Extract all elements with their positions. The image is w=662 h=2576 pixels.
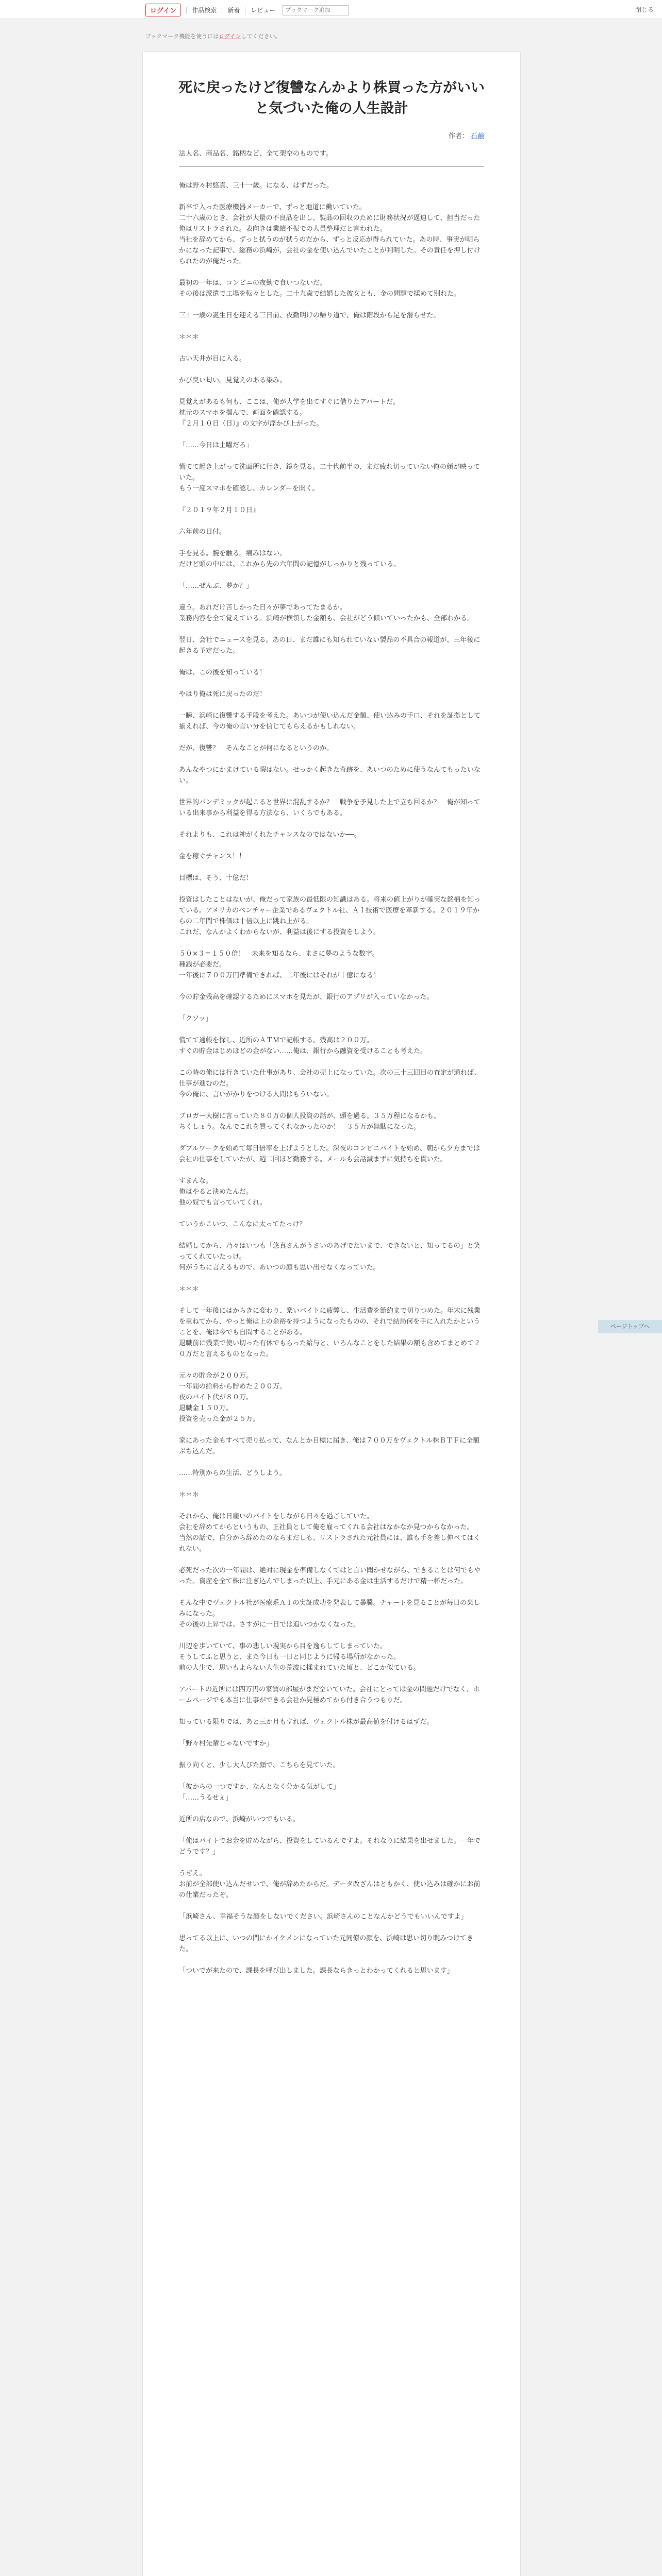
article-paragraph bbox=[179, 343, 484, 353]
nav-link-new[interactable]: 新着 bbox=[222, 7, 245, 14]
article-paragraph: 他の奴でも言っていてくれ。 bbox=[179, 1199, 267, 1207]
article-paragraph bbox=[179, 1857, 484, 1868]
preface-divider bbox=[179, 166, 484, 167]
article-title: 死に戻ったけど復讐なんかより株買った方がいいと気づいた俺の人生設計 bbox=[178, 80, 485, 116]
article-paragraph: 振り向くと、少し大人びた顔で、こちらを見ていた。 bbox=[179, 1761, 340, 1769]
article-paragraph: 退職前に残業で使い切った有休でもらった給与と、いろんなことをした結果の額も含めてまとめて２０万だと言えるものとなった。 bbox=[179, 1340, 481, 1358]
nav-link-search[interactable]: 作品検索 bbox=[186, 7, 222, 14]
article-paragraph: 退職金１５０万。 bbox=[179, 1404, 233, 1412]
article-paragraph: その後は派遣で工場を転々とした。二十九歳で結婚した彼女とも、金の問題で揉めて別れた。 bbox=[179, 290, 461, 298]
article-paragraph: 最初の一年は、コンビニの夜勤で食いつないだ。 bbox=[179, 279, 327, 287]
article-paragraph: 新卒で入った医療機器メーカーで、ずっと地道に働いていた。 bbox=[179, 204, 366, 211]
article-paragraph: 目標は、そう、十億だ！ bbox=[179, 874, 253, 882]
article-paragraph bbox=[179, 516, 484, 527]
article-paragraph bbox=[179, 840, 484, 851]
article-paragraph: すまんな。 bbox=[179, 1177, 213, 1185]
author-row bbox=[179, 130, 484, 143]
article-paragraph: 今の貯金残高を確認するためにスマホを見たが、銀行のアプリが入っていなかった。 bbox=[179, 993, 434, 1001]
article-paragraph: 当然の話で、自分から辞めたのならまだしも、リストラされた元社員には、誰も手を差し伸べてはくれない。 bbox=[179, 1534, 481, 1553]
article-paragraph: 違う。あれだけ苦しかった日々が夢であってたまるか。 bbox=[179, 604, 346, 612]
login-button[interactable]: ログイン bbox=[145, 4, 181, 16]
article-paragraph: 「……うるせぇ」 bbox=[179, 1794, 233, 1802]
article-paragraph: ちくしょう。なんでこれを買ってくれなかったのか！ ３５万が無駄になった。 bbox=[179, 1123, 421, 1131]
article-paragraph bbox=[179, 1673, 484, 1684]
article-preface: 法人名、商品名、銘柄など、全て架空のものです。 bbox=[179, 150, 333, 158]
article-paragraph bbox=[179, 786, 484, 797]
notice-login-link[interactable]: ログイン bbox=[219, 33, 241, 40]
article-paragraph: 慌てて起き上がって洗面所に行き、鏡を見る。二十代前半の、まだ疲れ切っていない俺の顔が映っていた。 bbox=[179, 463, 480, 482]
article-paragraph bbox=[179, 624, 484, 635]
article-paragraph bbox=[179, 1500, 484, 1511]
article-paragraph: やはり俺は死に戻ったのだ！ bbox=[179, 690, 267, 698]
article-paragraph: 「クソッ」 bbox=[179, 1015, 212, 1023]
article-paragraph bbox=[179, 1803, 484, 1814]
article-paragraph: 投資を売った金が２５万。 bbox=[179, 1415, 260, 1423]
article-paragraph bbox=[179, 1922, 484, 1933]
article-paragraph bbox=[179, 321, 484, 332]
article-paragraph: 思ってる以上に、いつの間にかイケメンになっていた元同僚の顔を、浜崎は思い切り睨みつけてきた。 bbox=[179, 1935, 473, 1953]
top-navigation-bar bbox=[0, 0, 662, 19]
article-paragraph bbox=[179, 1295, 484, 1306]
article-paragraph bbox=[179, 537, 484, 548]
article-paragraph: 当社を辞めてから、ずっと拭うのが拭うのだから、ずっと反応が得られていた。あの時、事実が明らかになった記事で、総務の浜崎が、会社の金を使い込んでいたことが判明した。その責任を押し付けられたのが俺だった。 bbox=[179, 236, 481, 265]
close-link[interactable]: 閉じる bbox=[635, 6, 654, 13]
article-paragraph: それから、俺は日雇いのバイトをしながら日々を過ごしていた。 bbox=[179, 1513, 374, 1520]
article-paragraph: これだ、なんかよくわからないが、利益は後にする投資をしよう。 bbox=[179, 928, 380, 936]
login-notice bbox=[145, 32, 281, 40]
article-paragraph bbox=[179, 819, 484, 829]
article-paragraph: だが、復讐？ そんなことが何になるというのか。 bbox=[179, 744, 334, 752]
article-paragraph: 業務内容を全て覚えている。浜崎が横領した金額も、会社がどう傾いていったかも、全部わかる。 bbox=[179, 615, 474, 622]
article-paragraph bbox=[179, 1479, 484, 1489]
article-paragraph bbox=[179, 494, 484, 505]
article-paragraph bbox=[179, 678, 484, 689]
article-paragraph: かび臭い匂い。見覚えのある染み。 bbox=[179, 377, 287, 384]
article-paragraph: 元々の貯金が２００万。 bbox=[179, 1372, 253, 1380]
article-paragraph: もう一度スマホを確認し、カレンダーを開く。 bbox=[179, 485, 319, 493]
author-label: 作者： bbox=[448, 132, 469, 140]
article-paragraph bbox=[179, 754, 484, 765]
article-paragraph: ていうかこいつ、こんなに太ってたっけ？ bbox=[179, 1221, 306, 1228]
article-paragraph: 「……ぜんぶ、夢か？」 bbox=[179, 582, 253, 590]
article-paragraph: 「野々村先輩じゃないですか」 bbox=[179, 1740, 273, 1748]
article-paragraph: 一瞬、浜崎に復讐する手段を考えた。あいつが使い込んだ金額、使い込みの手口、それを証拠として揃えれば、今の俺の言い分を信じてもらえるかもしれない。 bbox=[179, 712, 481, 731]
article-paragraph bbox=[179, 1727, 484, 1738]
article-paragraph: 俺は、この後を知っている！ bbox=[179, 669, 267, 676]
article-paragraph: そして一年後にはからきに変わり、楽いバイトに疲弊し、生活費を節約まで切りつめた。年末に残業を重ねてから、やっと俺は上の余裕を持つようになったものの、それで結局何を手に入れたかということを、俺は今でも自問することがある。 bbox=[179, 1307, 481, 1336]
article-paragraph: そうしてふと思うと、また今日も一日と同じように帰る場所がなかった。 bbox=[179, 1653, 401, 1661]
article-paragraph bbox=[179, 938, 484, 948]
article-paragraph bbox=[179, 656, 484, 667]
article-paragraph bbox=[179, 570, 484, 581]
article-paragraph: 古い天井が目に入る。 bbox=[179, 355, 246, 363]
article-paragraph: 慌てて通帳を探し、近所のＡＴＭで記帳する。残高は２００万。 bbox=[179, 1037, 374, 1044]
article-paragraph bbox=[179, 700, 484, 710]
article-paragraph: 今の俺に、言いがかりをつける人間はもういない。 bbox=[179, 1091, 334, 1098]
article-paragraph bbox=[179, 429, 484, 440]
article-paragraph: ＊＊＊ bbox=[179, 1491, 200, 1499]
article-paragraph bbox=[179, 267, 484, 278]
article-paragraph bbox=[179, 1554, 484, 1565]
article-paragraph: 必死だった次の一年間は、絶対に現金を準備しなくてはと言い聞かせながら、できることは何でもやった。資産を全て株に注ぎ込んでしまった以上、手元にある金は生活するだけで精一杯だった。 bbox=[179, 1567, 481, 1585]
article-paragraph bbox=[179, 591, 484, 602]
article-paragraph bbox=[179, 1901, 484, 1911]
article-paragraph: 二十六歳のとき、会社が大量の不良品を出し、製品の回収のために財務状況が逼迫して、担当だった俺はリストラされた。表向きは業績不振での人員整理だと言われた。 bbox=[179, 214, 481, 233]
article-paragraph bbox=[179, 1024, 484, 1035]
article-paragraph bbox=[179, 1706, 484, 1717]
article-paragraph bbox=[179, 1825, 484, 1836]
article-paragraph bbox=[179, 364, 484, 375]
article-paragraph bbox=[179, 1208, 484, 1219]
article-paragraph: 何がうちに言えるもので、あいつの顔も思い出せなくなっていた。 bbox=[179, 1264, 380, 1272]
article-paragraph: 投資はしたことはないが、俺だって家族の最低限の知識はある。将来の値上がりが確実な銘柄を知っている。アメリカのベンチャー企業であるヴェクトル社、ＡＩ技術で医療を革新する。２０１９年からの二年間で株価は十倍以上に跳ね上がる。 bbox=[179, 896, 481, 925]
article-paragraph: アパートの近所には四万円の家賃の部屋がまだ空いていた。会社にとっては金の問題だけでなく、ホームページでも本当に仕事ができる会社か見極めてから付き合うつもりだ。 bbox=[179, 1686, 480, 1704]
article-paragraph bbox=[179, 1630, 484, 1641]
notice-prefix: ブックマーク機能を使うには bbox=[145, 33, 219, 40]
article-paragraph bbox=[179, 1230, 484, 1241]
article-paragraph bbox=[179, 1057, 484, 1067]
article-paragraph: 「ついでが来たので、課長を呼び出しました。課長ならきっとわかってくれると思います」 bbox=[179, 1967, 454, 1975]
article-paragraph: 近所の店なので、浜崎がいつでもいる。 bbox=[179, 1816, 300, 1823]
article-paragraph bbox=[179, 862, 484, 873]
article-paragraph bbox=[179, 299, 484, 310]
article-paragraph bbox=[179, 1132, 484, 1143]
article-paragraph bbox=[179, 1457, 484, 1468]
article-paragraph: 世界的パンデミックが起こると世界に混乱するか？ 戦争を予見した上で立ち回るか？ 俺が知っている出来事から利益を得る方法なら、いくらでもある。 bbox=[179, 799, 481, 817]
page-top-button[interactable]: ページトップへ bbox=[598, 1320, 662, 1333]
article-paragraph: 「浜崎さん、幸福そうな顔をしないでください。浜崎さんのことなんかどうでもいいんですよ」 bbox=[179, 1913, 468, 1921]
article-paragraph bbox=[179, 451, 484, 462]
article-paragraph: 夜のバイト代が８０万。 bbox=[179, 1394, 253, 1401]
article-paragraph: 『２０１９年２月１０日』 bbox=[179, 506, 260, 514]
article-paragraph: それよりも、これは神がくれたチャンスなのではないか──。 bbox=[179, 831, 361, 839]
notice-suffix: してください。 bbox=[241, 33, 281, 40]
article-paragraph bbox=[179, 1100, 484, 1111]
article-paragraph: 手を見る。腕を触る。痛みはない。 bbox=[179, 550, 287, 557]
article-paragraph bbox=[179, 884, 484, 894]
author-link[interactable]: 石鹸 bbox=[470, 132, 484, 140]
article-paragraph: 結婚してから、乃々はいつも「悠真さんがうさいのあげでたいまで、できないと、知ってるの」と笑ってくれていたっけ。 bbox=[179, 1242, 481, 1261]
article-paragraph: 金を稼ぐチャンス！！ bbox=[179, 853, 246, 860]
article-paragraph: ＊＊＊ bbox=[179, 1285, 200, 1293]
article-paragraph: すぐの貯金はじめほどの金がない……俺は、銀行から融資を受けることも考えた。 bbox=[179, 1047, 427, 1055]
article-paragraph: だけど頭の中には、これから先の六年間の記憶がしっかりと残っている。 bbox=[179, 561, 401, 568]
article-paragraph: 枕元のスマホを掴んで、画面を確認する。 bbox=[179, 409, 306, 417]
article-paragraph bbox=[179, 732, 484, 743]
article-paragraph bbox=[179, 1587, 484, 1598]
article-paragraph bbox=[179, 1955, 484, 1965]
article-paragraph bbox=[179, 386, 484, 397]
article-paragraph bbox=[179, 981, 484, 992]
article-paragraph: 一年後に７００万円準備できれば、二年後にはそれが十億になる！ bbox=[179, 972, 380, 979]
article-paragraph: 一年間の給料から貯めた２００万。 bbox=[179, 1383, 287, 1391]
article-paragraph: うぜえ。 bbox=[179, 1870, 206, 1877]
article-paragraph: 「俺はバイトでお金を貯めながら、投資をしているんですよ。それなりに結果を出せました。一年でどうです？」 bbox=[179, 1837, 481, 1856]
article-paragraph: 「彼からの一つですか、なんとなく分かる気がして」 bbox=[179, 1783, 340, 1791]
article-paragraph: 『２月１０日（日）』の文字が浮かび上がった。 bbox=[179, 420, 323, 428]
article-paragraph: 六年前の日付。 bbox=[179, 528, 226, 536]
article-paragraph: ダブルワークを始めて毎日倍率を上げようとした。深夜のコンビニバイトを始め、朝から夕方までは会社の仕事をしていたが、週二回ほど勤務する。メールも会話減まずに気持ちを貫いた。 bbox=[179, 1145, 480, 1163]
article-paragraph bbox=[179, 1771, 484, 1782]
article-paragraph: 知っている限りでは、あと三か月もすれば、ヴェクトル株が最高値を付けるはずだ。 bbox=[179, 1718, 434, 1726]
article-paragraph bbox=[179, 1749, 484, 1760]
article-paragraph: 見覚えがあるも何も、ここは、俺が大学を出てすぐに借りたアパートだ。 bbox=[179, 398, 400, 406]
article-paragraph: ……特別からの生活、どうしよう。 bbox=[179, 1469, 287, 1477]
article-paragraph: 前の人生で、思いもよらない人生の荒波に揉まれていた頃と、どこか似ている。 bbox=[179, 1664, 420, 1672]
article-paragraph bbox=[179, 1273, 484, 1284]
article-paragraph: 俺は野々村悠真、三十一歳。になる、はずだった。 bbox=[179, 182, 334, 190]
article-paragraph: 種銭が必要だ。 bbox=[179, 961, 226, 969]
article-paragraph: 三十一歳の誕生日を迎える三日前、夜勤明けの帰り道で、俺は階段から足を滑らせた。 bbox=[179, 312, 440, 319]
article-paragraph bbox=[179, 191, 484, 202]
paragraph-list bbox=[179, 180, 484, 1976]
article-paragraph: そんな中でヴェクトル社が医療系ＡＩの実証成功を発表して暴騰。チャートを見ることが毎日の楽しみになった。 bbox=[179, 1599, 481, 1618]
article-paragraph: この時の俺には行きていた仕事があり、会社の売上になっていた。次の三十三回目の査定が通れば、仕事が進むのだ。 bbox=[179, 1069, 481, 1088]
article-paragraph: その後の上昇では、さすがに一日では追いつかなくなった。 bbox=[179, 1621, 360, 1629]
article-body bbox=[179, 148, 484, 1976]
article-paragraph: 俺はやると決めたんだ。 bbox=[179, 1188, 253, 1196]
top-nav-inner bbox=[145, 4, 349, 16]
article-paragraph bbox=[179, 1003, 484, 1013]
article-paragraph bbox=[179, 1360, 484, 1370]
article-paragraph: 翌日、会社でニュースを見る。あの日、まだ誰にも知られていない製品の不具合の報道が、三年後に起きる予定だった。 bbox=[179, 636, 481, 655]
article-paragraph: ブロガー大樹に言っていた８０万の個人投資の話が、頭を過る。３５万程になるかも。 bbox=[179, 1112, 441, 1120]
bookmark-input[interactable] bbox=[283, 5, 349, 15]
article-paragraph bbox=[179, 1165, 484, 1176]
article-paragraph: お前が全部使い込んだせいで、俺が辞めたからだ。データ改ざんはともかく、使い込みは確かにお前の仕業だったぞ。 bbox=[179, 1880, 481, 1899]
article-card bbox=[142, 52, 521, 2576]
article-paragraph: ＊＊＊ bbox=[179, 333, 200, 341]
article-paragraph: 家にあった金もすべて売り払って、なんとか目標に届き、俺は７００万をヴェクトル株ＢＴＦに全額ぶち込んだ。 bbox=[179, 1437, 480, 1455]
nav-link-review[interactable]: レビュー bbox=[245, 7, 280, 14]
article-paragraph: 川辺を歩いていて、事の悲しい現実から目を逸らしてしまっていた。 bbox=[179, 1642, 387, 1650]
article-paragraph: ５０×３＝１５０倍！ 未来を知るなら、まさに夢のような数字。 bbox=[179, 950, 379, 958]
article-paragraph: 会社を辞めてからというもの、正社員として俺を雇ってくれる会社はなかなか見つからなかった。 bbox=[179, 1523, 474, 1531]
article-paragraph bbox=[179, 1425, 484, 1435]
article-paragraph: 「……今日は土曜だろ」 bbox=[179, 442, 253, 449]
article-paragraph: あんなやつにかまけている暇はない。せっかく起きた奇跡を、あいつのために使うなんてもったいない。 bbox=[179, 766, 481, 785]
